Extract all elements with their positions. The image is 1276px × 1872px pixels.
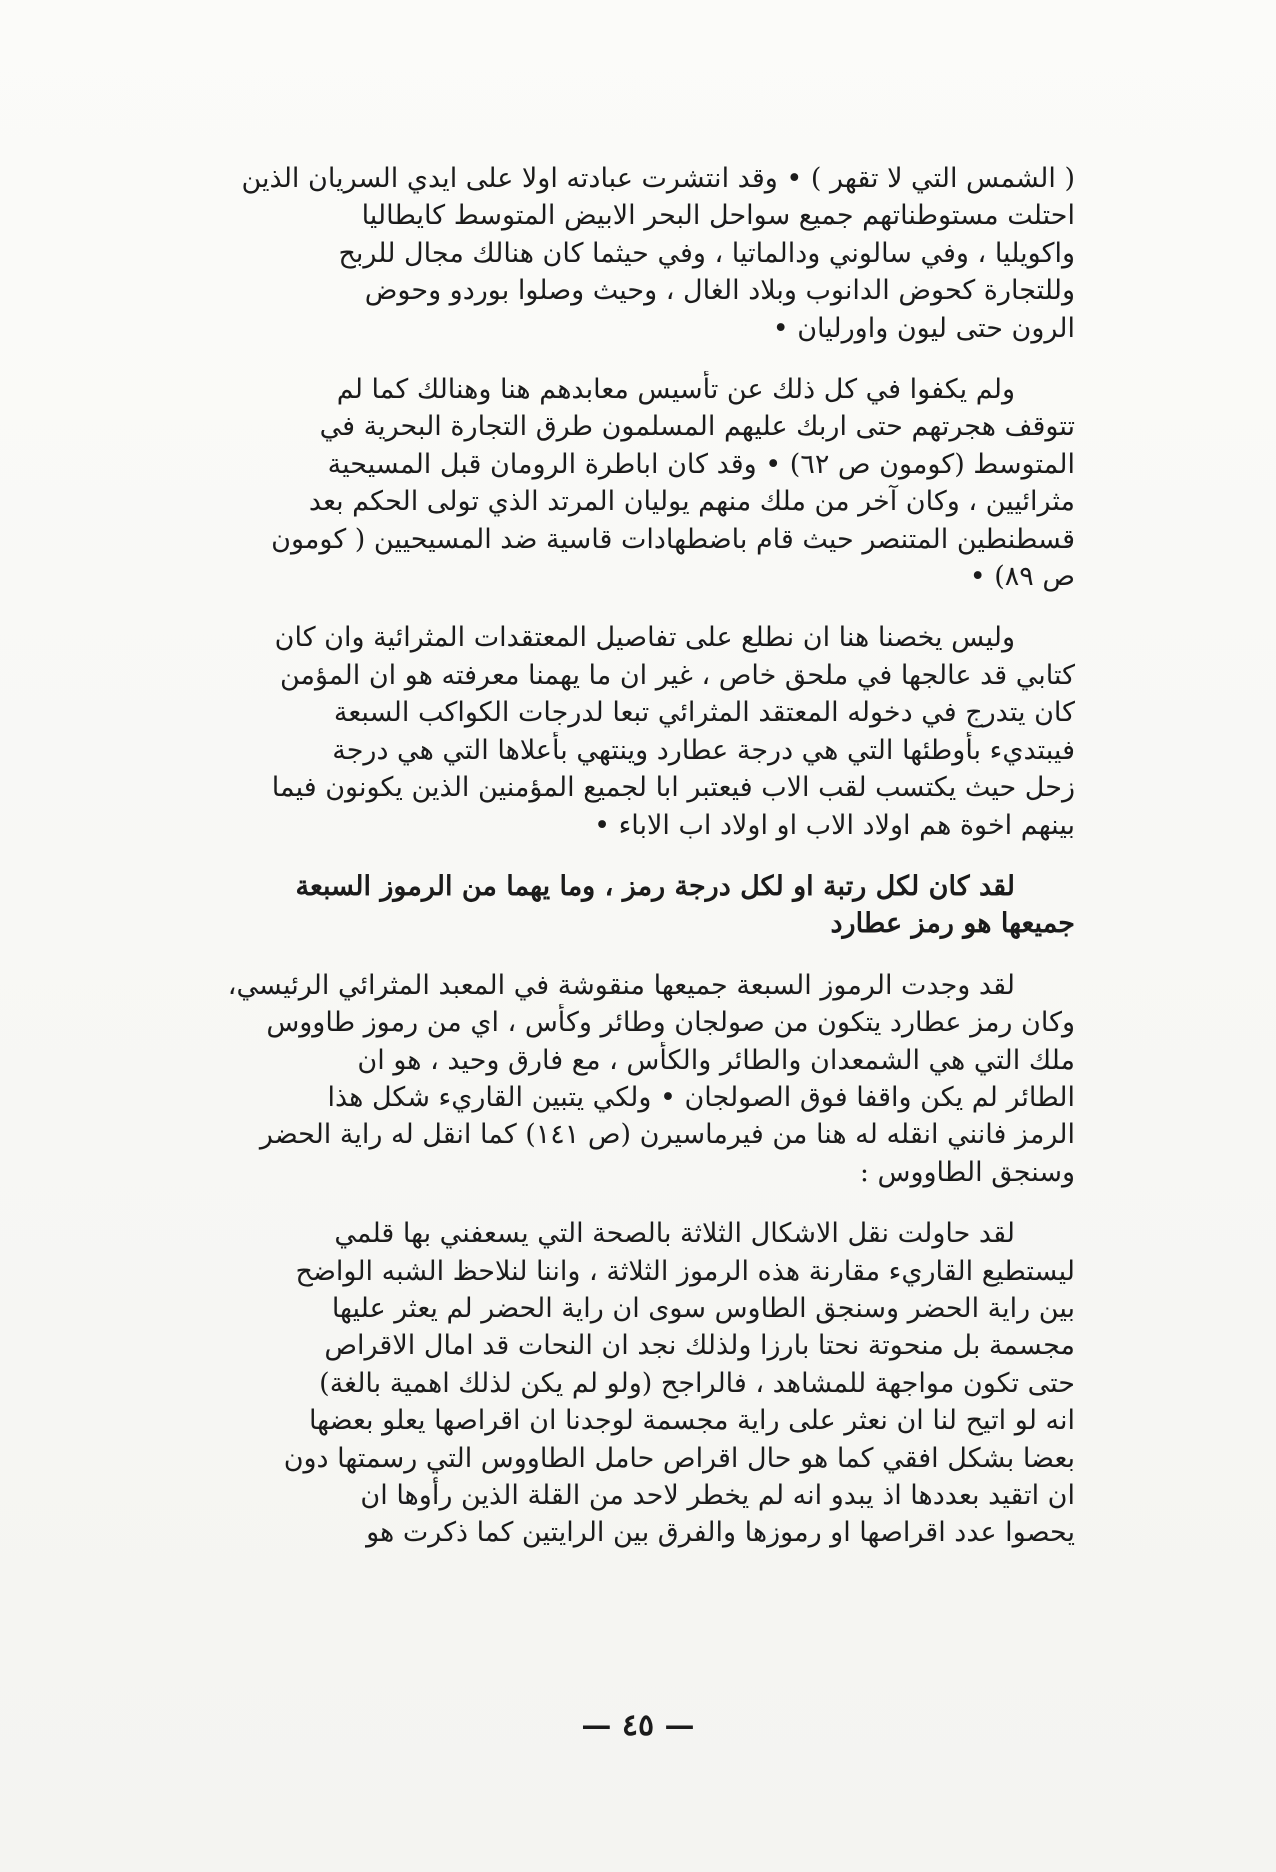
text-line: يحصوا عدد اقراصها او رموزها والفرق بين الرايتين كما ذكرت هو (366, 1517, 1075, 1549)
text-line: فيبتديء بأوطئها التي هي درجة عطارد وينتهي بأعلاها التي هي درجة (332, 734, 1075, 766)
page-number: — ٤٥ — (581, 1708, 695, 1743)
text-line: لقد كان لكل رتبة او لكل درجة رمز ، وما يهما من الرموز السبعة (295, 870, 1015, 902)
text-line: ملك التي هي الشمعدان والطائر والكأس ، مع فارق وحيد ، هو ان (357, 1044, 1075, 1076)
text-line: الطائر لم يكن واقفا فوق الصولجان • ولكي يتبين القاريء شكل هذا (327, 1081, 1075, 1113)
text-line: زحل حيث يكتسب لقب الاب فيعتبر ابا لجميع المؤمنين الذين يكونون فيما (271, 772, 1075, 804)
text-line: بينهم اخوة هم اولاد الاب او اولاد اب الاباء • (594, 809, 1075, 841)
text-line: كتابي قد عالجها في ملحق خاص ، غير ان ما يهمنا معرفته هو ان المؤمن (279, 659, 1075, 691)
text-line: مثرائيين ، وكان آخر من ملك منهم يوليان المرتد الذي تولى الحكم بعد (308, 486, 1075, 518)
paragraph-2 (205, 371, 1075, 595)
text-line: ليستطيع القاريء مقارنة هذه الرموز الثلاثة ، واننا لنلاحظ الشبه الواضح (295, 1255, 1075, 1287)
text-line: ( الشمس التي لا تقهر ) • وقد انتشرت عبادته اولا على ايدي السريان الذين (241, 163, 1075, 194)
text-line: احتلت مستوطناتهم جميع سواحل البحر الابيض المتوسط كايطاليا (361, 200, 1075, 232)
paragraph-3 (205, 619, 1075, 843)
paragraph-6 (205, 1215, 1075, 1552)
text-line: الرمز فانني انقله له هنا من فيرماسيرن (ص ١٤١) كما انقل له راية الحضر (259, 1119, 1075, 1151)
text-line: مجسمة بل منحوتة نحتا بارزا ولذلك نجد ان النحات قد امال الاقراص (324, 1330, 1075, 1362)
text-line: واكويليا ، وفي سالوني ودالماتيا ، وفي حيثما كان هنالك مجال للربح (338, 237, 1075, 269)
text-line: قسطنطين المتنصر حيث قام باضطهادات قاسية ضد المسيحيين ( كومون (271, 523, 1075, 555)
text-line: الرون حتى ليون واورليان • (772, 312, 1075, 344)
body-text (205, 160, 1075, 1576)
text-line: وللتجارة كحوض الدانوب وبلاد الغال ، وحيث وصلوا بوردو وحوض (364, 275, 1075, 307)
text-line: ان اتقيد بعددها اذ يبدو انه لم يخطر لاحد من القلة الذين رأوها ان (360, 1480, 1075, 1511)
text-line: وكان رمز عطارد يتكون من صولجان وطائر وكأس ، اي من رموز طاووس (266, 1007, 1075, 1039)
text-line: انه لو اتيح لنا ان نعثر على راية مجسمة لوجدنا ان اقراصها يعلو بعضها (308, 1405, 1075, 1437)
text-line: جميعها هو رمز عطارد (830, 908, 1075, 940)
text-line: لقد حاولت نقل الاشكال الثلاثة بالصحة التي يسعفني بها قلمي (334, 1218, 1015, 1250)
text-line: وليس يخصنا هنا ان نطلع على تفاصيل المعتقدات المثرائية وان كان (274, 622, 1015, 654)
text-line: ص ٨٩) • (969, 561, 1075, 593)
text-line: وسنجق الطاووس : (859, 1156, 1075, 1188)
paragraph-5 (205, 967, 1075, 1191)
text-line: تتوقف هجرتهم حتى اربك عليهم المسلمون طرق التجارة البحرية في (319, 411, 1075, 443)
text-line: لقد وجدت الرموز السبعة جميعها منقوشة في المعبد المثرائي الرئيسي، (227, 969, 1015, 1001)
text-line: ولم يكفوا في كل ذلك عن تأسيس معابدهم هنا وهنالك كما لم (336, 374, 1015, 406)
paragraph-4 (205, 868, 1075, 943)
text-line: كان يتدرج في دخوله المعتقد المثرائي تبعا لدرجات الكواكب السبعة (333, 697, 1075, 729)
text-line: حتى تكون مواجهة للمشاهد ، فالراجح (ولو لم يكن لذلك اهمية بالغة) (319, 1367, 1075, 1399)
paragraph-1 (205, 160, 1075, 347)
text-line: المتوسط (كومون ص ٦٢) • وقد كان اباطرة الرومان قبل المسيحية (327, 448, 1075, 480)
text-line: بين راية الحضر وسنجق الطاوس سوى ان راية الحضر لم يعثر عليها (331, 1292, 1075, 1324)
text-line: بعضا بشكل افقي كما هو حال اقراص حامل الطاووس التي رسمتها دون (283, 1442, 1075, 1474)
